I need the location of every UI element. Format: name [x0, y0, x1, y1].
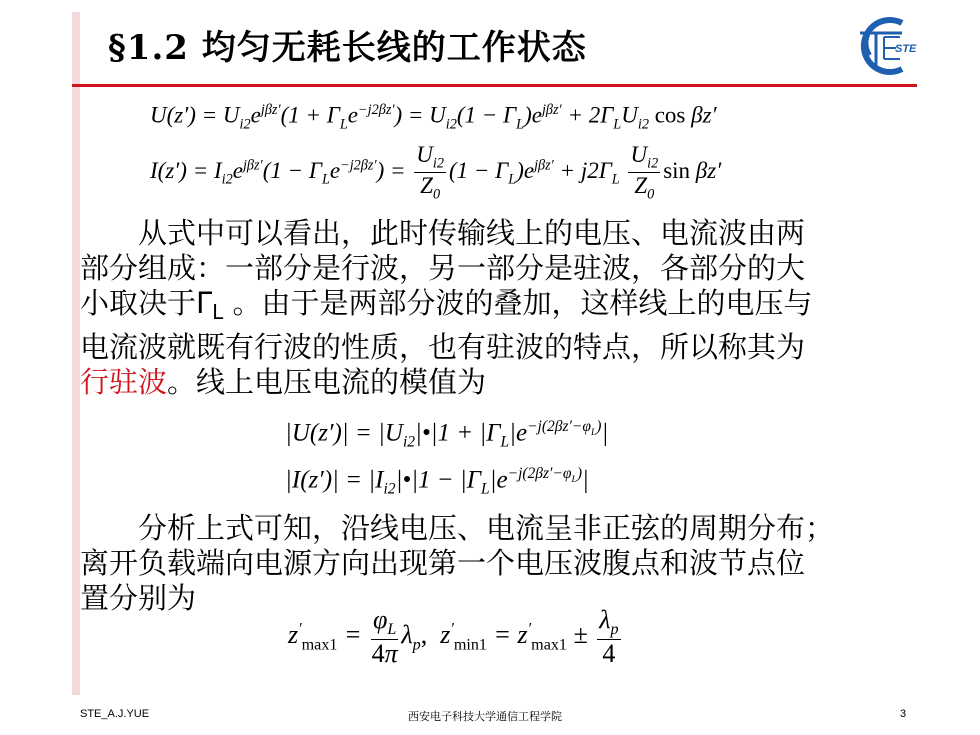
ste-logo — [840, 15, 930, 77]
paragraph1-line5: 行驻波。线上电压电流的模值为 — [80, 365, 487, 399]
paragraph-standing-traveling-wave — [80, 216, 940, 400]
voltage-magnitude-equation: $|U(z')| = |U_{i2}|•|1 + |\Gamma_L|e^{-j(2\beta z'-\varphi_L)}|$ — [285, 418, 609, 451]
maxmin-position-equation: $z'_{max1}$ = $\frac{\varphi_L}{4\pi}$ $\lambda_p$, $z'_{min1} = z'_{max1}$ ± $\frac{\lambda_p}{4}$ — [288, 605, 619, 668]
paragraph1-line4: 电流波就既有行波的性质，也有驻波的特点，所以称其为 — [80, 330, 806, 364]
voltage-equation: $U(z') = U_{i2}e^{j\beta z'}(1 + \Gamma_Le^{-j2\beta z'}) = U_{i2}(1 - \Gamma_L)e^{j\beta z'} + 2\Gamma_LU_{i2}$ cos βz′ — [150, 102, 717, 133]
paragraph2-line3: 置分别为 — [80, 581, 197, 615]
logo-text: STE — [895, 43, 917, 55]
paragraph1-line3: 小取决于$\Gamma_L$ 。由于是两部分波的叠加，这样线上的电压与 — [80, 286, 813, 324]
current-magnitude-equation: $|I(z')| = |I_{i2}|•|1 - |\Gamma_L|e^{-j(2\beta z'-\varphi_L)}|$ — [285, 465, 589, 498]
footer-page-number: 3 — [900, 708, 907, 720]
current-equation: $I(z') = I_{i2}e^{j\beta z'}(1 - \Gamma_Le^{-j2\beta z'})$ = $\frac{U_{i2}}{Z_0}$ $(1 - \Gamma_L)e^{j\beta z'} + j2\Gamma_L$ $\frac{U_{i2}}{Z_0}$ sin βz′ — [150, 142, 722, 203]
footer-institution: 西安电子科技大学通信工程学院 — [408, 711, 562, 723]
highlight-term: 行驻波 — [80, 365, 168, 399]
paragraph1-line2: 部分组成：一部分是行波，另一部分是驻波，各部分的大 — [80, 251, 806, 285]
slide-title: §1.2 均匀无耗长线的工作状态 — [108, 28, 587, 68]
paragraph2-line2: 离开负载端向电源方向出现第一个电压波腹点和波节点位 — [80, 546, 806, 580]
left-accent-bar — [72, 12, 80, 695]
paragraph1-line1: 从式中可以看出，此时传输线上的电压、电流波由两 — [138, 216, 806, 250]
title-underline — [72, 84, 917, 87]
footer-author: STE_A.J.YUE — [80, 708, 150, 720]
paragraph-periodic-distribution — [80, 511, 940, 616]
paragraph2-line1: 分析上式可知，沿线电压、电流呈非正弦的周期分布； — [138, 511, 835, 545]
